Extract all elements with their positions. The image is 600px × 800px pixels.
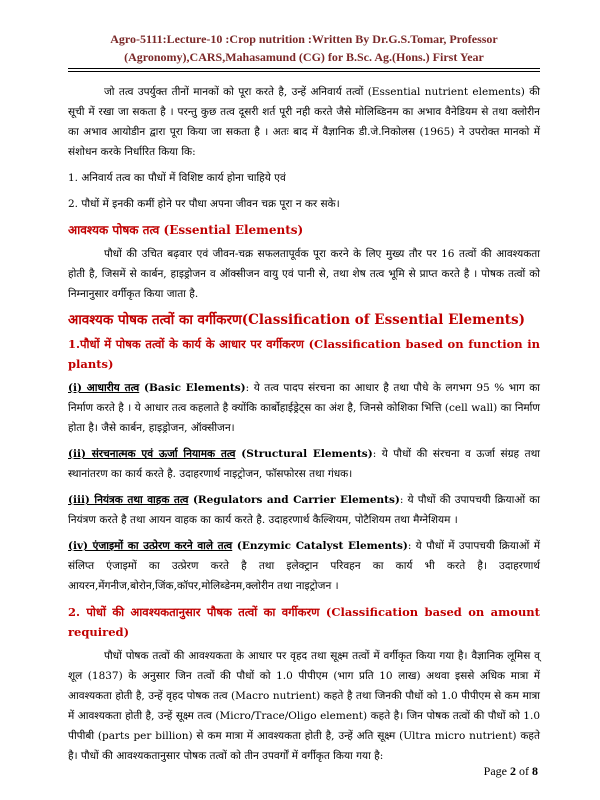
structural-elements-item xyxy=(68,444,540,484)
page-number xyxy=(484,764,538,779)
essential-elements-paragraph: पौधों की उचित बढ़वार एवं जीवन-चक्र सफलतापूर्वक पूरा करने के लिए मुख्य तौर पर 16 तत्वों की आवश्यकता होती है, जिसमें से कार्बन, हाइड्रोजन व ऑक्सीजन वायु एवं पानी से, तथा शेष तत्व भूमि से प्राप्त करते है । पोषक तत्वों को निम्नानुसार वर्गीकृत किया जाता है. xyxy=(68,248,540,300)
basic-elements-label: (i) आधारीय तत्व xyxy=(68,382,140,394)
page-content xyxy=(68,82,540,772)
regulator-elements-text: : ये पौधों की उपापचयी क्रियाओं का नियंत्रण करते है तथा आयन वाहक का कार्य करते है. उदाहरणार्थ कैल्शियम, पोटैशियम तथा मैग्नेशियम । xyxy=(68,494,540,526)
criteria-item-2: 2. पौधों में इनकी कमीं होने पर पौधा अपना जीवन चक्र पूरा न कर सके। xyxy=(68,198,340,210)
basic-elements-item xyxy=(68,378,540,438)
total-pages: 8 xyxy=(532,764,538,778)
of-word: of xyxy=(516,764,532,778)
regulator-elements-item xyxy=(68,490,540,530)
intro-paragraph: जो तत्व उपर्युक्त तीनों मानकों को पूरा करते है, उन्हें अनिवार्य तत्वों (Essential nutrient elements) की सूची में रखा जा सकता है । परन्तु कुछ तत्व दूसरी शर्त पूरी नही करते जैसे मोलिब्डिनम का अभाव वैनेडियम से तथा क्लोरीन का अभाव आयोडीन द्वारा पूरा किया जा सकता है । अतः बाद में वैज्ञानिक डी.जे.निकोलस (1965) ने उपरोक्त मानको में संशोधन करके निर्धारित किया कि: xyxy=(68,86,540,158)
classification-heading: आवश्यक पोषक तत्वों का वर्गीकरण(Classification of Essential Elements) xyxy=(68,312,526,328)
basic-elements-english: (Basic Elements) xyxy=(139,382,246,394)
amount-classification-subheading: 2. पोधों की आवश्यकतानुसार पौषक तत्वों का वर्गीकरण (Classification based on amount required) xyxy=(68,605,540,639)
page-word: Page xyxy=(483,764,510,778)
essential-elements-heading: आवश्यक पोषक तत्व (Essential Elements) xyxy=(68,223,304,237)
enzymic-elements-item xyxy=(68,536,540,596)
basic-elements-text: : ये तत्व पादप संरचना का आधार है तथा पौधे के लगभग 95 % भाग का निर्माण करते है । ये आधार तत्व कहलाते है क्योंकि कार्बोहाईड्रेट्स का अंश है, जिनसे कोशिका भित्ति (cell wall) का निर्माण होता है। जैसे कार्बन, हाइड्रोजन, ऑक्सीजन। xyxy=(68,382,541,434)
current-page: 2 xyxy=(510,764,516,778)
header-rule-bottom xyxy=(68,71,540,72)
enzymic-elements-text: : ये पौधों में उपापचयी क्रियाओं में संलिप्त एंजाइमों का उत्प्रेरण करते है तथा इलेक्ट्रान परिवहन का कार्य भी करते है। उदाहरणार्थ आयरन,मेंगनीज,बोरोन,जिंक,कॉपर,मोलिब्डेनम,क्लोरीन तथा नाइट्रोजन । xyxy=(68,540,541,592)
amount-classification-paragraph: पौधों पोषक तत्वों की आवश्यकता के आधार पर वृहद तथा सूक्ष्म तत्वों में वर्गीकृत किया गया है। वैज्ञानिक लूमिस व् शूल (1837) के अनुसार जिन तत्वों की पौधों को 1.0 पीपीएम (भाग प्रति 10 लाख) अथवा इससे अधिक मात्रा में आवश्यकता होती है, उन्हें वृहद पोषक तत्व (Macro nutrient) कहते है तथा जिनकी पौधों को 1.0 पीपीएम से कम मात्रा में आवश्यकता होती है, उन्हें सूक्ष्म तत्व (Micro/Trace/Oligo element) कहते है। जिन पोषक तत्वों की पौधों को 1.0 पीपीबी (parts per billion) से कम मात्रा में आवश्यकता होती है, उन्हें अति सूक्ष्म (Ultra micro nutrient) कहते है। पौधों की आवश्यकतानुसार पोषक तत्वों को तीन उपवर्गों में वर्गीकृत किया गया है: xyxy=(68,650,540,762)
structural-elements-english: (Structural Elements) xyxy=(235,448,373,460)
structural-elements-text: : ये पौधों की संरचना व ऊर्जा संग्रह तथा स्थानांतरण का कार्य करते है. उदाहरणार्थ नाइट्रोजन, फॉसफोरस तथा गंधक। xyxy=(68,448,540,480)
structural-elements-label: (ii) संरचनात्मक एवं ऊर्जा नियामक तत्व xyxy=(68,448,236,460)
enzymic-elements-english: (Enzymic Catalyst Elements) xyxy=(232,540,408,552)
enzymic-elements-label: (iv) एंजाइमों का उत्प्रेरण करने वाले तत्व xyxy=(68,540,233,552)
header-line-2: (Agronomy),CARS,Mahasamund (CG) for B.Sc. Ag.(Hons.) First Year xyxy=(124,50,484,64)
header-rule-top xyxy=(68,68,540,69)
header-line-1: Agro-5111:Lecture-10 :Crop nutrition :Written By Dr.G.S.Tomar, Professor xyxy=(110,32,498,46)
regulator-elements-english: (Regulators and Carrier Elements) xyxy=(188,494,400,506)
criteria-item-1: 1. अनिवार्य तत्व का पौधों में विशिष्ट कार्य होना चाहिये एवं xyxy=(68,172,286,184)
function-classification-subheading: 1.पौधों में पोषक तत्वों के कार्य के आधार पर वर्गीकरण (Classification based on function in plants) xyxy=(68,337,540,371)
regulator-elements-label: (iii) नियंत्रक तथा वाहक तत्व xyxy=(68,494,189,506)
page-header xyxy=(60,30,548,66)
